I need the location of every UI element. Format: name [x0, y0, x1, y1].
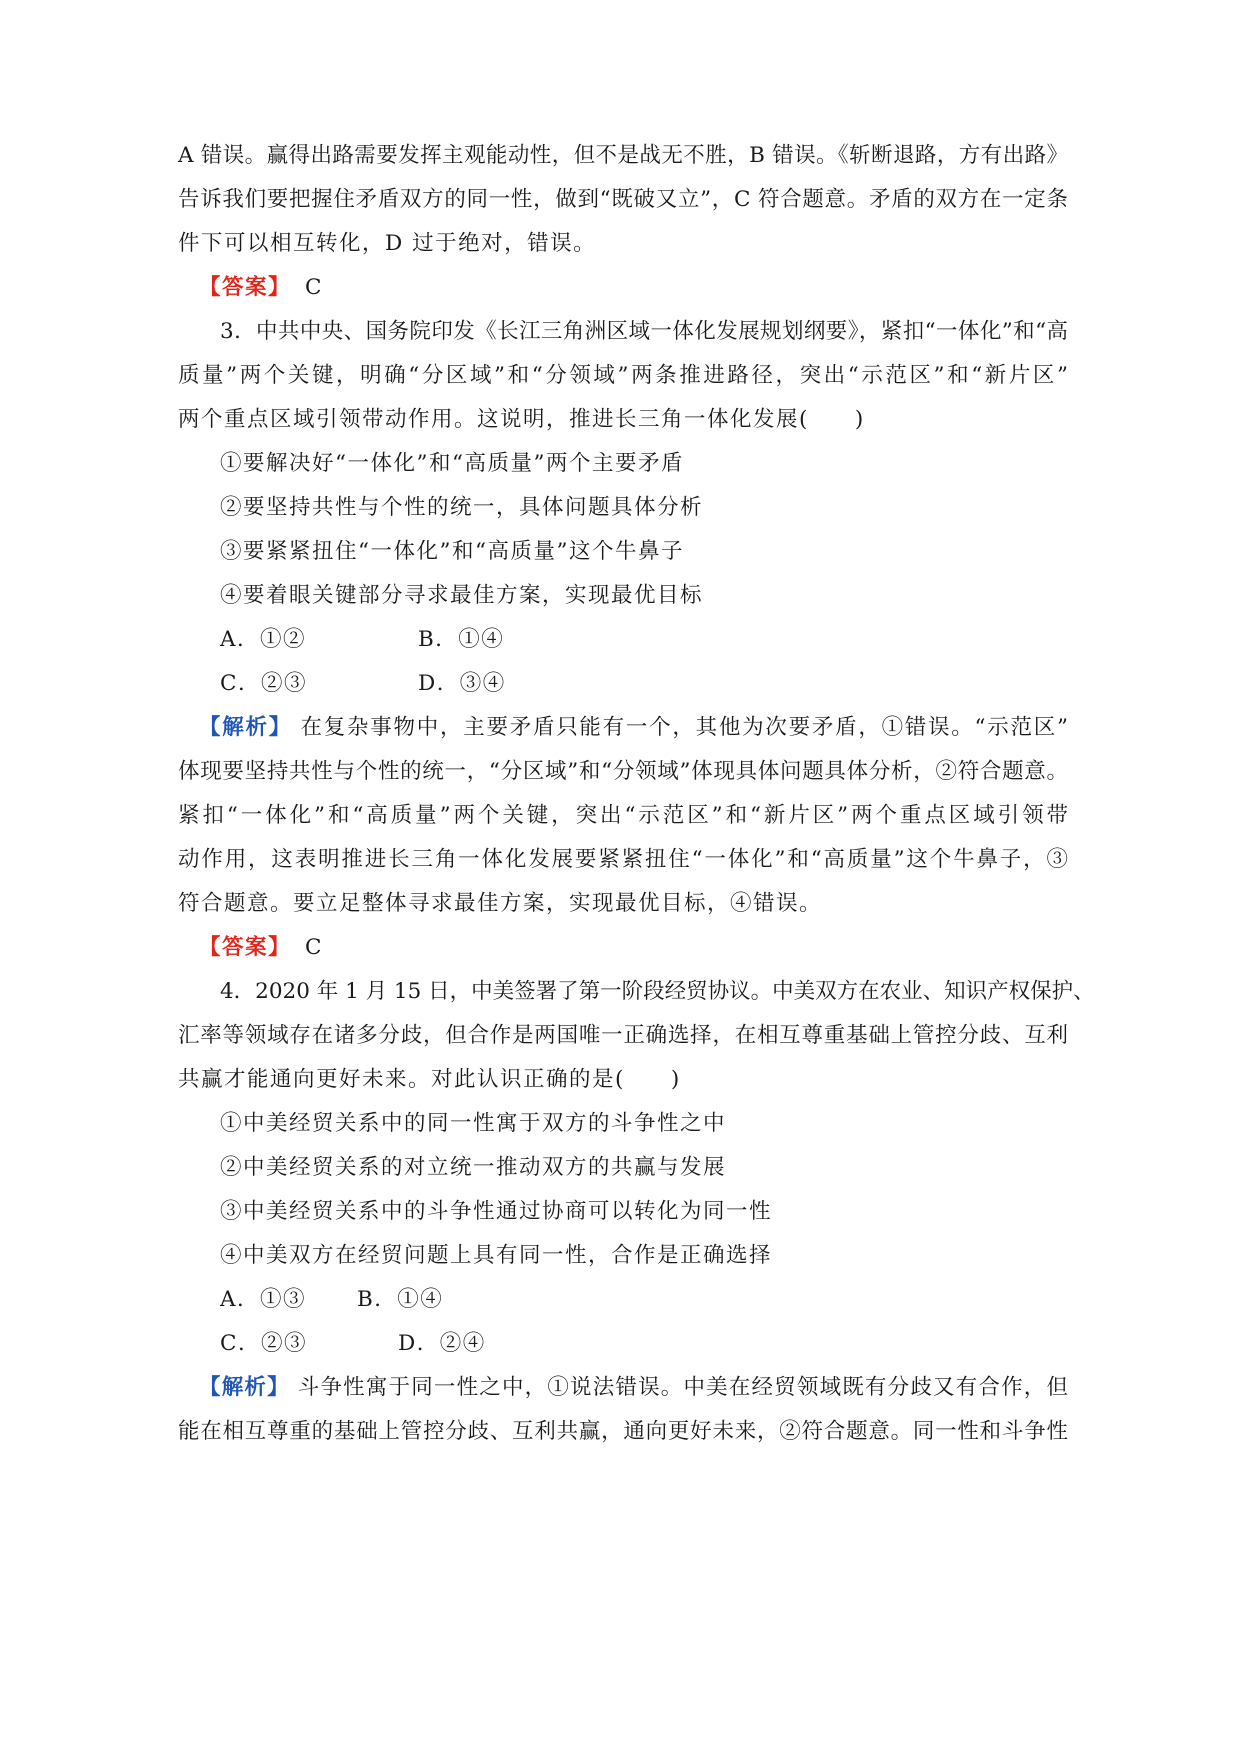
q4-statement: ③中美经贸关系中的斗争性通过协商可以转化为同一性 [220, 1199, 773, 1224]
q3-statement: ③要紧紧扭住“一体化”和“高质量”这个牛鼻子 [220, 539, 684, 564]
q4-option-d: D．②④ [398, 1331, 486, 1356]
q3-explanation-line: 紧扣“一体化”和“高质量”两个关键，突出“示范区”和“新片区”两个重点区域引领带 [178, 803, 1068, 828]
q4-statement: ②中美经贸关系的对立统一推动双方的共赢与发展 [220, 1155, 727, 1180]
q4-statement: ①中美经贸关系中的同一性寓于双方的斗争性之中 [220, 1111, 727, 1136]
q2-explanation-line: 告诉我们要把握住矛盾双方的同一性，做到“既破又立”，C 符合题意。矛盾的双方在一定条 [178, 187, 1068, 212]
q3-explanation-line: 符合题意。要立足整体寻求最佳方案，实现最优目标，④错误。 [178, 891, 823, 916]
explanation-tag: 【解析】 [199, 715, 292, 740]
q3-explanation-line [199, 713, 1068, 743]
q4-explanation-text: 斗争性寓于同一性之中，①说法错误。中美在经贸领域既有分歧又有合作，但 [297, 1375, 1068, 1400]
q3-option-b: B．①④ [418, 627, 505, 652]
q3-statement: ①要解决好“一体化”和“高质量”两个主要矛盾 [220, 451, 684, 476]
q3-stem-line: 3．中共中央、国务院印发《长江三角洲区域一体化发展规划纲要》，紧扣“一体化”和“高 [220, 319, 1068, 344]
q4-stem-line: 共赢才能通向更好未来。对此认识正确的是( ) [178, 1067, 681, 1092]
q4-option-c: C．②③ [220, 1331, 307, 1356]
q3-explanation-text: 在复杂事物中，主要矛盾只能有一个，其他为次要矛盾，①错误。“示范区” [300, 715, 1068, 740]
q2-answer: C [305, 275, 323, 300]
q3-stem-line: 两个重点区域引领带动作用。这说明，推进长三角一体化发展( ) [178, 407, 865, 432]
q4-stem-line: 汇率等领域存在诸多分歧，但合作是两国唯一正确选择，在相互尊重基础上管控分歧、互利 [178, 1023, 1068, 1048]
answer-tag: 【答案】 [199, 275, 292, 300]
explanation-tag: 【解析】 [199, 1375, 290, 1400]
q3-stem-line: 质量”两个关键，明确“分区域”和“分领域”两条推进路径，突出“示范区”和“新片区” [178, 363, 1068, 388]
q3-option-c: C．②③ [220, 671, 307, 696]
q4-explanation-line: 能在相互尊重的基础上管控分歧、互利共赢，通向更好未来，②符合题意。同一性和斗争性 [178, 1419, 1068, 1444]
answer-tag: 【答案】 [199, 935, 292, 960]
q3-option-a: A．①② [220, 627, 307, 652]
q3-statement: ②要坚持共性与个性的统一，具体问题具体分析 [220, 495, 704, 520]
q4-option-b: B．①④ [357, 1287, 444, 1312]
q4-explanation-line [199, 1373, 1068, 1403]
q3-explanation-line: 动作用，这表明推进长三角一体化发展要紧紧扭住“一体化”和“高质量”这个牛鼻子，③ [178, 847, 1068, 872]
q3-explanation-line: 体现要坚持共性与个性的统一，“分区域”和“分领域”体现具体问题具体分析，②符合题意。 [178, 759, 1068, 784]
q3-answer: C [305, 935, 323, 960]
q3-answer-line [199, 933, 323, 963]
q4-statement: ④中美双方在经贸问题上具有同一性，合作是正确选择 [220, 1243, 773, 1268]
q4-stem-line: 4．2020 年 1 月 15 日，中美签署了第一阶段经贸协议。中美双方在农业、知识产权保护、 [220, 979, 1095, 1004]
q3-statement: ④要着眼关键部分寻求最佳方案，实现最优目标 [220, 583, 704, 608]
q2-explanation-line: 件下可以相互转化，D 过于绝对，错误。 [178, 231, 597, 256]
q4-option-a: A．①③ [220, 1287, 307, 1312]
q2-explanation-line: A 错误。赢得出路需要发挥主观能动性，但不是战无不胜，B 错误。《斩断退路，方有出路》 [178, 143, 1068, 168]
q3-option-d: D．③④ [418, 671, 506, 696]
q2-answer-line [199, 273, 323, 303]
